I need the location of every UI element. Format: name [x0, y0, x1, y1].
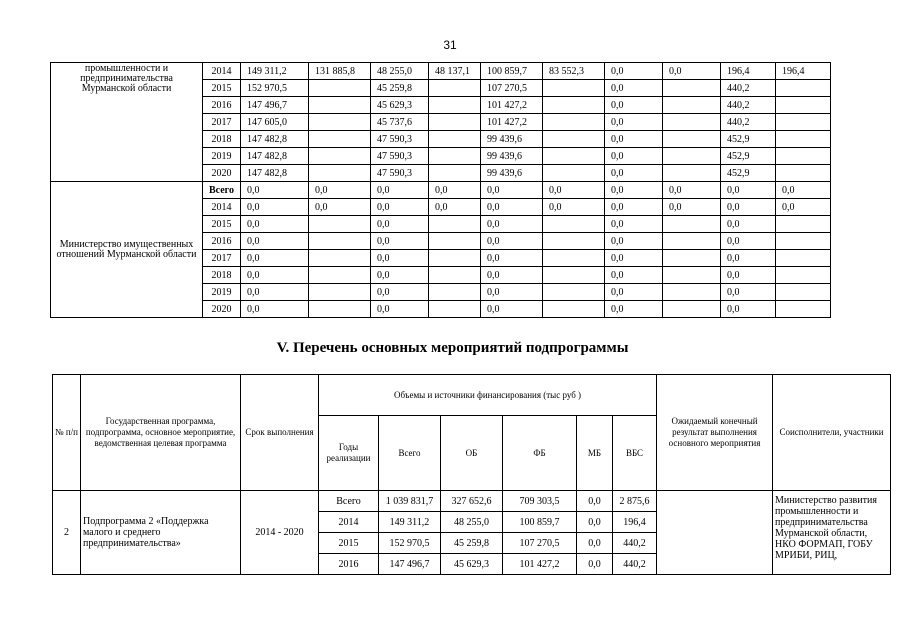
- value-cell: 0,0: [371, 284, 429, 301]
- value-cell: 0,0: [605, 267, 663, 284]
- value-cell: [429, 284, 481, 301]
- value-cell: 0,0: [605, 148, 663, 165]
- value-cell: 152 970,5: [241, 80, 309, 97]
- value-cell: [429, 301, 481, 318]
- value-cell: 0,0: [605, 80, 663, 97]
- value-cell: 0,0: [663, 63, 721, 80]
- item-number: 2: [53, 491, 81, 575]
- value-cell: 0,0: [241, 250, 309, 267]
- value-cell: 0,0: [481, 199, 543, 216]
- value-cell: [543, 216, 605, 233]
- value-cell: [309, 80, 371, 97]
- header-num: № п/п: [53, 375, 81, 491]
- value-cell: 0,0: [605, 216, 663, 233]
- year-cell: 2020: [203, 165, 241, 182]
- header-ob: ОБ: [441, 416, 503, 491]
- year-cell: 2018: [203, 131, 241, 148]
- value-cell: 0,0: [605, 114, 663, 131]
- value-cell: 147 605,0: [241, 114, 309, 131]
- value-cell: [543, 165, 605, 182]
- value-cell: [429, 148, 481, 165]
- year-cell: 2019: [203, 148, 241, 165]
- value-cell: 0,0: [776, 182, 831, 199]
- page-number: 31: [443, 38, 457, 52]
- value-cell: [776, 250, 831, 267]
- year-cell: 2017: [203, 250, 241, 267]
- year-cell: 2015: [203, 80, 241, 97]
- value-cell: [776, 148, 831, 165]
- value-cell: [429, 233, 481, 250]
- value-cell: [543, 97, 605, 114]
- activities-table: [52, 374, 891, 575]
- value-cell: [776, 165, 831, 182]
- value-cell: 0,0: [241, 199, 309, 216]
- value-cell: 0,0: [721, 301, 776, 318]
- value-cell: [543, 284, 605, 301]
- value-cell: 0,0: [605, 284, 663, 301]
- header-partners: Соисполнители, участники: [773, 375, 891, 491]
- ob-cell: 327 652,6: [441, 491, 503, 512]
- value-cell: [776, 267, 831, 284]
- value-cell: [663, 267, 721, 284]
- value-cell: 0,0: [371, 250, 429, 267]
- year-cell: 2017: [203, 114, 241, 131]
- mb-cell: 0,0: [577, 533, 613, 554]
- value-cell: 0,0: [371, 216, 429, 233]
- mb-cell: 0,0: [577, 491, 613, 512]
- value-cell: 0,0: [721, 233, 776, 250]
- value-cell: [543, 148, 605, 165]
- value-cell: 0,0: [481, 216, 543, 233]
- value-cell: [776, 131, 831, 148]
- value-cell: [429, 114, 481, 131]
- value-cell: 47 590,3: [371, 131, 429, 148]
- value-cell: 0,0: [241, 301, 309, 318]
- mb-cell: 0,0: [577, 512, 613, 533]
- header-vbs: ВБС: [613, 416, 657, 491]
- value-cell: 147 496,7: [241, 97, 309, 114]
- value-cell: [776, 216, 831, 233]
- vbs-cell: 440,2: [613, 554, 657, 575]
- value-cell: [543, 131, 605, 148]
- value-cell: 0,0: [543, 182, 605, 199]
- year-cell: 2016: [203, 97, 241, 114]
- value-cell: 0,0: [371, 301, 429, 318]
- value-cell: 440,2: [721, 80, 776, 97]
- value-cell: [543, 301, 605, 318]
- header-total: Всего: [379, 416, 441, 491]
- value-cell: 47 590,3: [371, 165, 429, 182]
- value-cell: 0,0: [543, 199, 605, 216]
- value-cell: 45 259,8: [371, 80, 429, 97]
- fb-cell: 101 427,2: [503, 554, 577, 575]
- value-cell: [663, 250, 721, 267]
- value-cell: 0,0: [481, 182, 543, 199]
- value-cell: 0,0: [605, 97, 663, 114]
- value-cell: [309, 267, 371, 284]
- funding-table-continued: [50, 62, 831, 318]
- value-cell: [663, 301, 721, 318]
- value-cell: 48 137,1: [429, 63, 481, 80]
- value-cell: [429, 165, 481, 182]
- value-cell: 0,0: [721, 250, 776, 267]
- value-cell: [663, 148, 721, 165]
- value-cell: [429, 80, 481, 97]
- item-result: [657, 491, 773, 575]
- header-result: Ожидаемый конечный результат выполнения основного мероприятия: [657, 375, 773, 491]
- fb-cell: 709 303,5: [503, 491, 577, 512]
- value-cell: [309, 233, 371, 250]
- year-cell: 2016: [203, 233, 241, 250]
- value-cell: 0,0: [721, 199, 776, 216]
- header-fb: ФБ: [503, 416, 577, 491]
- value-cell: 47 590,3: [371, 148, 429, 165]
- value-cell: 100 859,7: [481, 63, 543, 80]
- value-cell: [663, 80, 721, 97]
- value-cell: 0,0: [481, 267, 543, 284]
- year-cell: Всего: [203, 182, 241, 199]
- value-cell: [429, 267, 481, 284]
- value-cell: [309, 114, 371, 131]
- header-years: Годы реализации: [319, 416, 379, 491]
- year-cell: 2015: [203, 216, 241, 233]
- value-cell: 0,0: [241, 233, 309, 250]
- value-cell: 48 255,0: [371, 63, 429, 80]
- value-cell: 99 439,6: [481, 148, 543, 165]
- value-cell: 0,0: [721, 267, 776, 284]
- total-cell: 152 970,5: [379, 533, 441, 554]
- value-cell: 0,0: [241, 182, 309, 199]
- value-cell: 0,0: [429, 199, 481, 216]
- ob-cell: 45 259,8: [441, 533, 503, 554]
- value-cell: 147 482,8: [241, 148, 309, 165]
- value-cell: [776, 284, 831, 301]
- table-row: [53, 491, 891, 512]
- value-cell: [309, 216, 371, 233]
- value-cell: [663, 284, 721, 301]
- value-cell: [663, 114, 721, 131]
- value-cell: 0,0: [663, 199, 721, 216]
- value-cell: 101 427,2: [481, 97, 543, 114]
- item-program: Подпрограмма 2 «Поддержка малого и среднего предпринимательства»: [81, 491, 241, 575]
- value-cell: 0,0: [605, 131, 663, 148]
- header-funding: Объемы и источники финансирования (тыс руб ): [319, 375, 657, 416]
- year-cell: 2019: [203, 284, 241, 301]
- value-cell: [309, 97, 371, 114]
- value-cell: 0,0: [605, 63, 663, 80]
- value-cell: [543, 114, 605, 131]
- value-cell: [776, 301, 831, 318]
- value-cell: 0,0: [371, 233, 429, 250]
- item-partners: Министерство развития промышленности и предпринимательства Мурманской области, НКО ФОРМАП, ГОБУ МРИБИ, РИЦ,: [773, 491, 891, 575]
- value-cell: 452,9: [721, 148, 776, 165]
- value-cell: 149 311,2: [241, 63, 309, 80]
- year-cell: 2014: [203, 63, 241, 80]
- value-cell: 0,0: [605, 250, 663, 267]
- value-cell: [429, 131, 481, 148]
- value-cell: 0,0: [776, 199, 831, 216]
- value-cell: [776, 97, 831, 114]
- value-cell: [663, 131, 721, 148]
- value-cell: 452,9: [721, 131, 776, 148]
- year-cell: 2015: [319, 533, 379, 554]
- value-cell: [309, 284, 371, 301]
- value-cell: [429, 216, 481, 233]
- value-cell: 0,0: [605, 301, 663, 318]
- table-row: [51, 63, 831, 80]
- section-title: V. Перечень основных мероприятий подпрограммы: [276, 340, 629, 356]
- value-cell: 0,0: [605, 182, 663, 199]
- value-cell: 83 552,3: [543, 63, 605, 80]
- total-cell: 1 039 831,7: [379, 491, 441, 512]
- value-cell: [776, 233, 831, 250]
- value-cell: 99 439,6: [481, 165, 543, 182]
- value-cell: 0,0: [371, 182, 429, 199]
- value-cell: 0,0: [663, 182, 721, 199]
- item-period: 2014 - 2020: [241, 491, 319, 575]
- value-cell: 0,0: [481, 301, 543, 318]
- ob-cell: 45 629,3: [441, 554, 503, 575]
- year-cell: 2018: [203, 267, 241, 284]
- value-cell: 0,0: [481, 250, 543, 267]
- value-cell: [429, 97, 481, 114]
- ob-cell: 48 255,0: [441, 512, 503, 533]
- value-cell: [309, 165, 371, 182]
- vbs-cell: 440,2: [613, 533, 657, 554]
- value-cell: 0,0: [605, 233, 663, 250]
- fb-cell: 100 859,7: [503, 512, 577, 533]
- vbs-cell: 196,4: [613, 512, 657, 533]
- value-cell: [663, 233, 721, 250]
- value-cell: 440,2: [721, 114, 776, 131]
- value-cell: 99 439,6: [481, 131, 543, 148]
- value-cell: [543, 250, 605, 267]
- organization-name: промышленности и предпринимательства Мурманской области: [51, 63, 203, 182]
- value-cell: 0,0: [721, 182, 776, 199]
- value-cell: 440,2: [721, 97, 776, 114]
- value-cell: [663, 97, 721, 114]
- value-cell: 0,0: [481, 233, 543, 250]
- value-cell: 0,0: [309, 199, 371, 216]
- value-cell: 0,0: [309, 182, 371, 199]
- value-cell: 0,0: [241, 267, 309, 284]
- value-cell: 196,4: [721, 63, 776, 80]
- fb-cell: 107 270,5: [503, 533, 577, 554]
- value-cell: 0,0: [721, 216, 776, 233]
- value-cell: 196,4: [776, 63, 831, 80]
- value-cell: [663, 216, 721, 233]
- year-cell: 2020: [203, 301, 241, 318]
- value-cell: [309, 250, 371, 267]
- value-cell: 45 629,3: [371, 97, 429, 114]
- value-cell: 0,0: [481, 284, 543, 301]
- year-cell: Всего: [319, 491, 379, 512]
- value-cell: 0,0: [371, 199, 429, 216]
- value-cell: 0,0: [721, 284, 776, 301]
- value-cell: 0,0: [241, 216, 309, 233]
- value-cell: [776, 80, 831, 97]
- value-cell: 107 270,5: [481, 80, 543, 97]
- value-cell: [543, 233, 605, 250]
- value-cell: 452,9: [721, 165, 776, 182]
- header-mb: МБ: [577, 416, 613, 491]
- value-cell: 131 885,8: [309, 63, 371, 80]
- value-cell: 147 482,8: [241, 131, 309, 148]
- organization-name: Министерство имущественных отношений Мурманской области: [51, 182, 203, 318]
- value-cell: [309, 131, 371, 148]
- header-period: Срок выполнения: [241, 375, 319, 491]
- total-cell: 149 311,2: [379, 512, 441, 533]
- value-cell: [429, 250, 481, 267]
- value-cell: 45 737,6: [371, 114, 429, 131]
- value-cell: [309, 148, 371, 165]
- header-program: Государственная программа, подпрограмма, основное мероприятие, ведомственная целевая программа: [81, 375, 241, 491]
- value-cell: [543, 267, 605, 284]
- value-cell: 101 427,2: [481, 114, 543, 131]
- mb-cell: 0,0: [577, 554, 613, 575]
- year-cell: 2014: [319, 512, 379, 533]
- table-row: [51, 182, 831, 199]
- value-cell: 0,0: [605, 199, 663, 216]
- year-cell: 2014: [203, 199, 241, 216]
- value-cell: 147 482,8: [241, 165, 309, 182]
- value-cell: [663, 165, 721, 182]
- value-cell: [543, 80, 605, 97]
- value-cell: [309, 301, 371, 318]
- value-cell: 0,0: [371, 267, 429, 284]
- value-cell: 0,0: [241, 284, 309, 301]
- value-cell: 0,0: [429, 182, 481, 199]
- total-cell: 147 496,7: [379, 554, 441, 575]
- year-cell: 2016: [319, 554, 379, 575]
- vbs-cell: 2 875,6: [613, 491, 657, 512]
- value-cell: 0,0: [605, 165, 663, 182]
- value-cell: [776, 114, 831, 131]
